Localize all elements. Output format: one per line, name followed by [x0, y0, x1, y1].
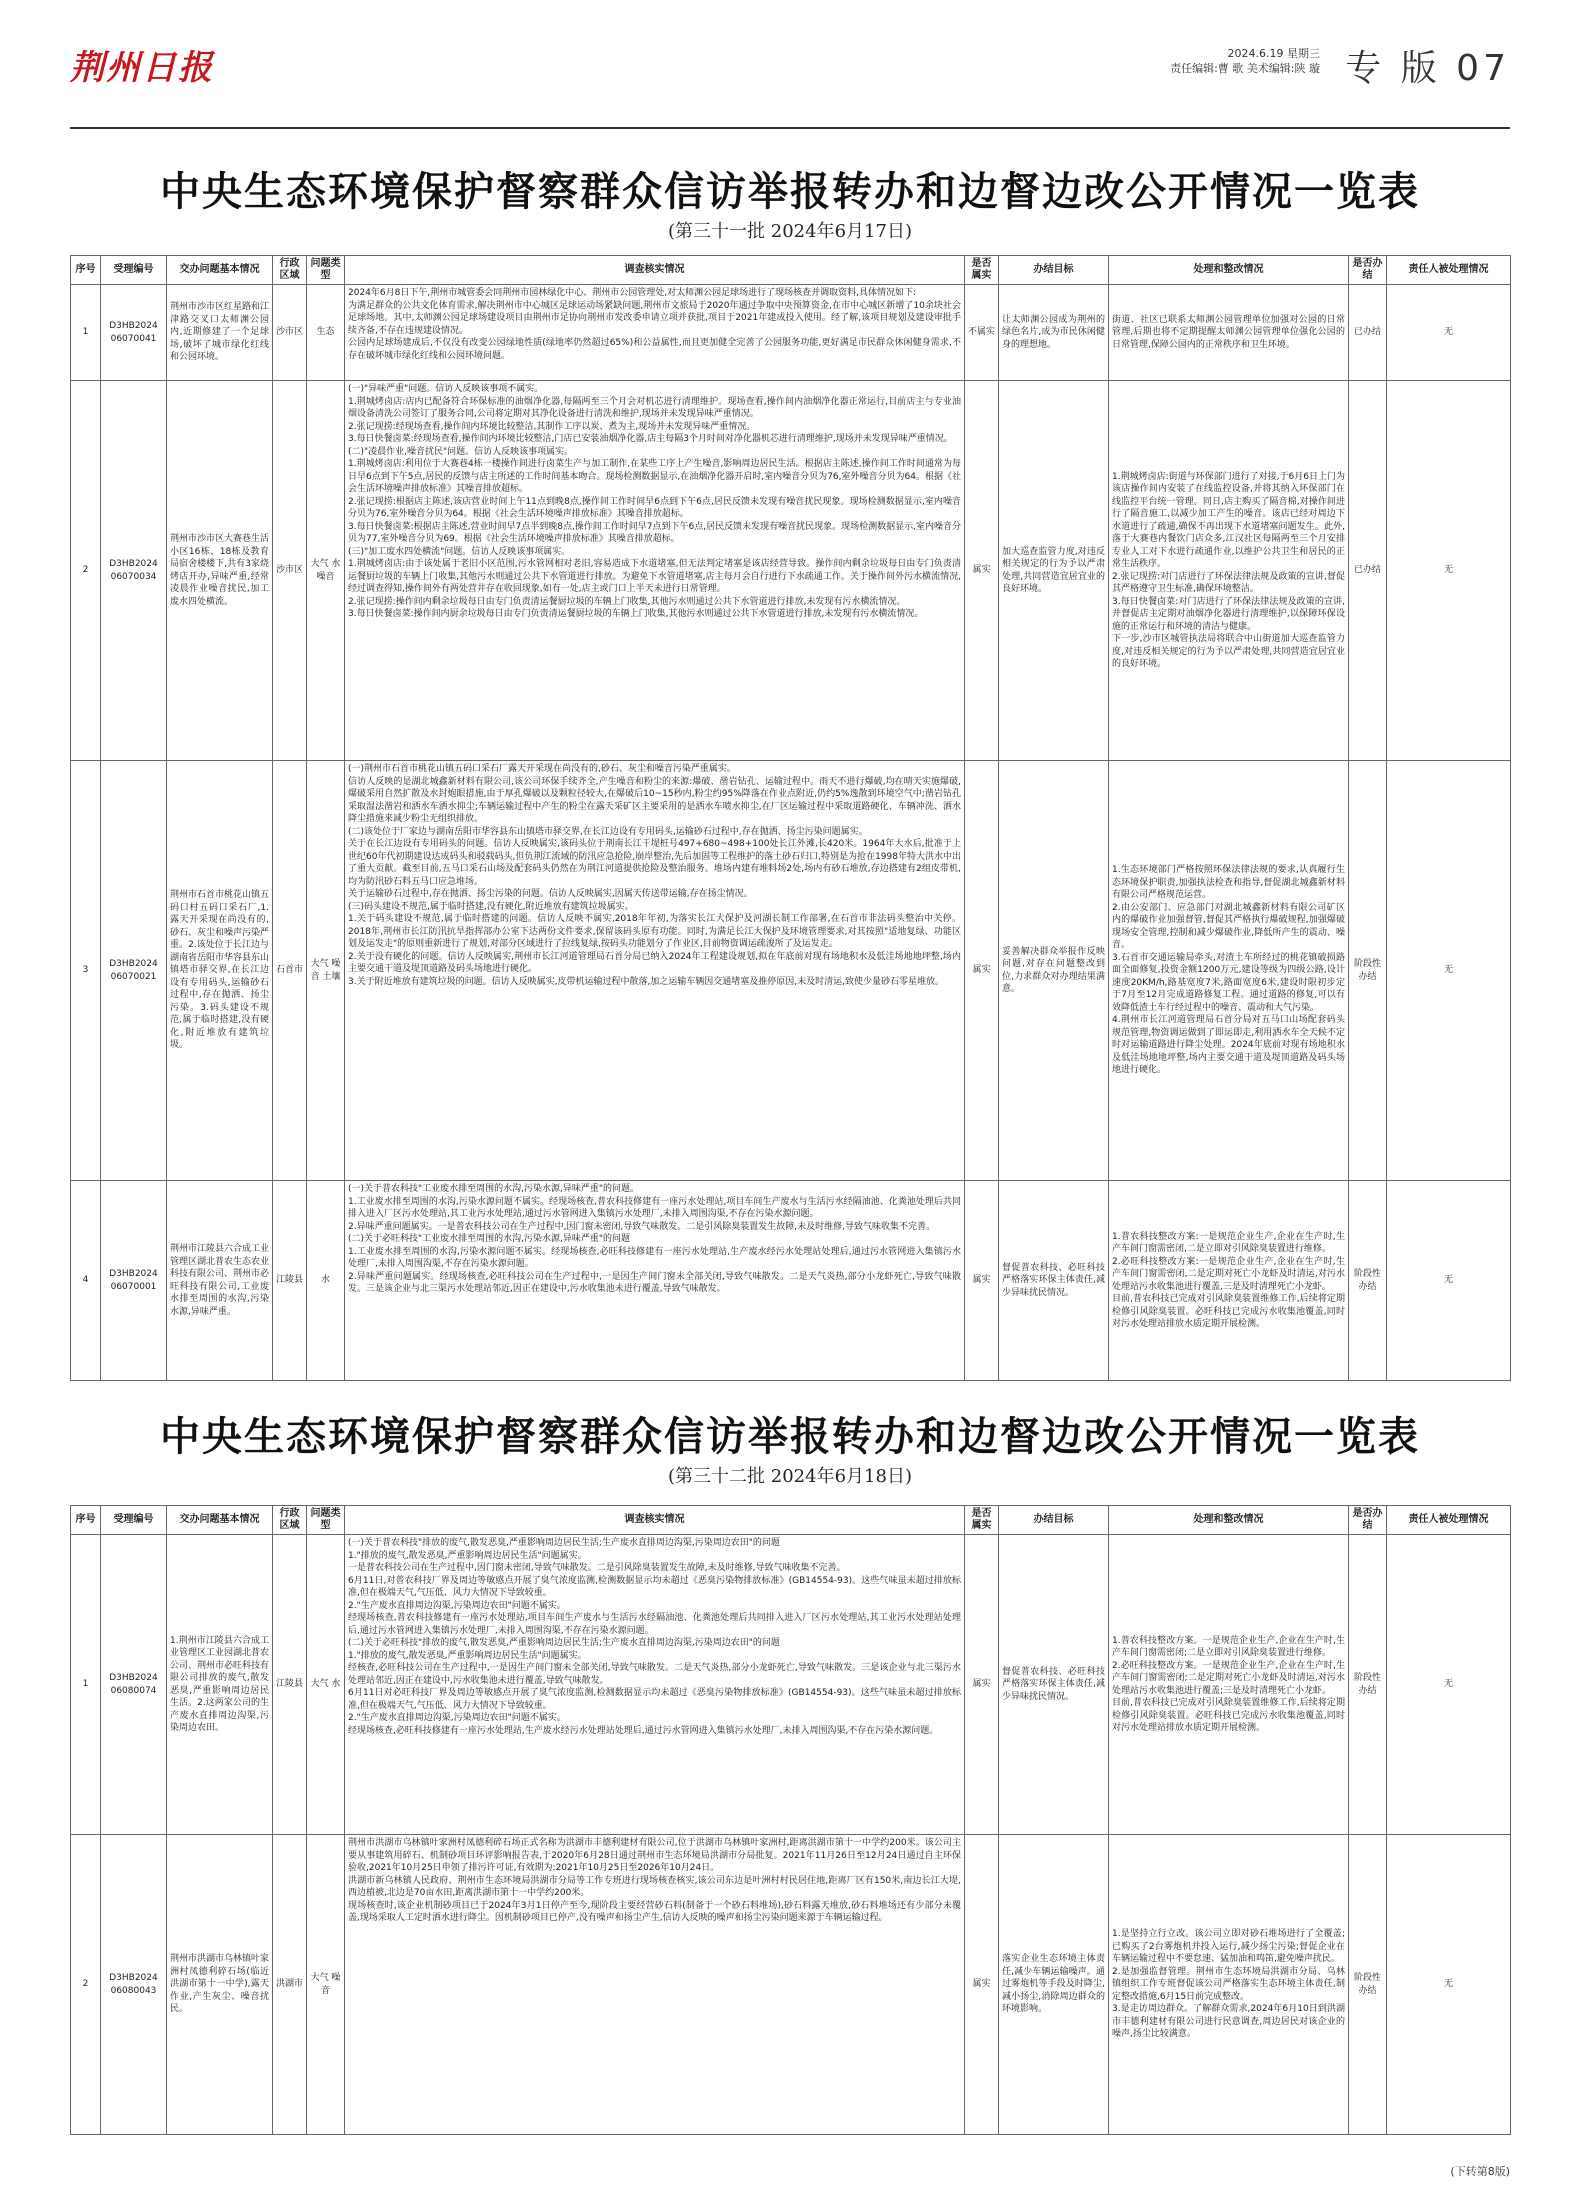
cell-true: 不属实: [965, 285, 999, 381]
column-header: 受理编号: [101, 1506, 167, 1535]
column-header: 序号: [71, 256, 101, 285]
column-header: 序号: [71, 1506, 101, 1535]
table-row: [71, 761, 1511, 1181]
section2-subtitle: (第三十二批 2024年6月18日): [668, 1466, 912, 1487]
cell-type: 生态: [307, 285, 345, 381]
table-row: [71, 1181, 1511, 1381]
cell-closed: 阶段性办结: [1349, 1835, 1387, 2135]
masthead: [70, 40, 1510, 125]
column-header: 行政区域: [273, 256, 307, 285]
cell-region: 石首市: [273, 761, 307, 1181]
cell-no: 2: [71, 1835, 101, 2135]
cell-no: 3: [71, 761, 101, 1181]
section1-subtitle: (第三十一批 2024年6月17日): [668, 221, 912, 242]
cell-closed: 阶段性办结: [1349, 1535, 1387, 1835]
column-header: 责任人被处理情况: [1387, 1506, 1511, 1535]
cell-person: 无: [1387, 1535, 1511, 1835]
column-header: 办结目标: [999, 1506, 1109, 1535]
cell-closed: 已办结: [1349, 285, 1387, 381]
column-header: 交办问题基本情况: [167, 256, 273, 285]
cell-true: 属实: [965, 1535, 999, 1835]
column-header: 是否属实: [965, 256, 999, 285]
section1-title: 中央生态环境保护督察群众信访举报转办和边督边改公开情况一览表: [160, 168, 1420, 215]
cell-investigation: 荆州市洪湖市乌林镇叶家洲村凤德利碎石场正式名称为洪湖市丰德利建材有限公司,位于洪湖市乌林镇叶家洲村,距离洪湖市第十一中学约200米。该公司主要从事建筑用碎石、机制砂项目环评影响报告表,于2020年6月28日通过荆州市生态环境局洪湖市分局批复。2021年11月26日至12月24日通过自主环保验收,2021年10月25日申领了排污许可证,有效期为:2021年10月25日至2026年10月24日。 洪湖市新乌林镇人民政府、荆州市生态环境局洪湖市分局等工作专班进行现场核查核实,该公司东边是叶洲村村民居住地,距离厂区有150米,南边长江大堤,西边植被,北边是70亩水田,距离洪湖市第十一中学约200米。 现场核查时,该企业机制砂项目已于2024年3月1日停产至今,现阶段主要经营砂石料(制备于一个砂石料堆场),砂石料露天堆放,砂石料堆场还有少部分未覆盖,现场采取人工定时洒水进行降尘。因机制砂项目已停产,没有噪声和扬尘产生,信访人反映的噪声和扬尘污染问题来源于车辆运输过程。: [345, 1835, 965, 2135]
column-header: 是否属实: [965, 1506, 999, 1535]
table-row: [71, 381, 1511, 761]
column-header: 受理编号: [101, 256, 167, 285]
section2-title: 中央生态环境保护督察群众信访举报转办和边督边改公开情况一览表: [160, 1413, 1420, 1460]
cell-issue: 荆州市沙市区红星路和江津路交叉口太师渊公园内,近期修建了一个足球场,破坏了城市绿化红线和公园环境。: [167, 285, 273, 381]
cell-code: D3HB2024 06070041: [101, 285, 167, 381]
cell-investigation: (一)荆州市石首市桃花山镇五码口采石厂露天开采现在尚没有的,砂石、灰尘和噪音污染严重属实。 信访人反映的是湖北城鑫新材料有限公司,该公司环保手续齐全,产生噪音和粉尘的来源:爆破、凿岩钻孔、运输过程中。雨天不进行爆破,均在晴天实施爆破,爆破采用自然扩散及水封炮眼措施,由于厚孔爆破以及颗粒径较大,在爆破后10~15秒内,粉尘约95%降落在作业点附近,仍约5%逸散到环境空气中;凿岩钻孔采取湿法凿岩和洒水车洒水抑尘;车辆运输过程中产生的粉尘在露天采矿区主要采用的是洒水车喷水抑尘,在厂区运输过程中采取道路硬化、车辆冲洗、洒水降尘措施来减少粉尘无组织排放。 (二)该处位于厂家边与湖南岳阳市华容县东山镇塔市驿交界,在长江边设有专用码头,运输砂石过程中,存在抛洒、扬尘污染问题属实。 关于在长江边设有专用码头的问题。信访人反映属实,该码头位于荆南长江干堤桩号497+680~498+100处长江外滩,长420米。1964年大水后,批准于上世纪60年代初期建设达成码头和驳载码头,但负荆江流域的防汛应急抢险,崩岸整治,先后加固等工程维护的落土砂石归口,特别是为抢在1998年特大洪水中出了重大贡献。截至目前,五马口采石山场及配套码头仍然在为荆江河道提供抢险及整治服务。堆场内建有堆料场2处,场内有砂石堆放,存边搭建有2组皮带机,均为防汛砂石料五马口应急堆场。 关于运输砂石过程中,存在抛洒、扬尘污染的问题。信访人反映属实,因属天传送带运输,存在扬尘情况。 (三)码头建设不规范,属于临时搭建,没有硬化,附近堆放有建筑垃圾属实。 1.关于码头建设不规范,属于临时搭建的问题。信访人反映不属实,2018年年初,为落实长江大保护及河湖长制工作部署,在石首市非法码头整治中关停。2018年,荆州市长江防汛抗旱指挥部办公室下达两份文件要求,保留该码头原有功能。同时,为满足长江大保护及环境管理要求,对其按照"适地复绿、功能区划及运发走"的原则重新进行了规划,对部分区域进行了拉线复绿,按码头功能划分了作业区,目前物资调运疏浚所了及运发走。 2.关于没有硬化的问题。信访人反映属实,荆州市长江河道管理局石首分局已纳入2024年工程建设规划,拟在年底前对现有场地积水及低洼场地地坪整,场内主要交通干道及堤顶道路及码头场地进行硬化。 3.关于附近堆放有建筑垃圾的问题。信访人反映属实,皮带机运输过程中散落,加之运输车辆因交通堵塞及推停原因,未及时清运,致使少量砂石零星堆放。: [345, 761, 965, 1181]
column-header: 问题类型: [307, 256, 345, 285]
cell-investigation: 2024年6月8日下午,荆州市城管委会同荆州市园林绿化中心、荆州市公园管理处,对太师渊公园足球场进行了现场核查并调取资料,具体情况如下: 为满足群众的公共文化体育需求,解决荆州市中心城区足球运动场紧缺问题,荆州市文旅局于2020年通过争取中央预算资金,在市中心城区新增了10余块社会足球场地。其中,太师渊公园足球场建设项目由荆州市足协向荆州市发改委申请立项并获批,项目于2021年建成投入使用。经了解,该项目规划及建设审批手续齐备,不存在违规建设情况。 公园内足球场建成后,不仅没有改变公园绿地性质(绿地率仍然超过65%)和公益属性,而且更加健全完善了公园服务功能,更好满足市民群众休闲健身需求,不存在破坏城市绿化红线和公园环境问题。: [345, 285, 965, 381]
cell-investigation: (一)关于普农科技"工业废水排至周围的水沟,污染水源,异味严重"的问题。 1.工业废水排至周围的水沟,污染水源问题不属实。经现场核查,普农科技修建有一座污水处理站,项目车间生产废水与生活污水经隔油池、化粪池处理后共同排入进入厂区污水处理站,其工业污水处理站,通过污水管网进入集镇污水处理厂,未排入周围沟渠,不存在污染水源问题。 2.异味严重问题属实。一是普农科技公司在生产过程中,因门窗未密闭,导致气味散发。二是引风除臭装置发生故障,未及时维修,导致气味收集不完善。 (二)关于必旺科技"工业废水排至周围的水沟,污染水源,异味严重"的问题 1.工业废水排至周围的水沟,污染水源问题不属实。经现场核查,必旺科技修建有一座污水处理站,生产废水经污水处理站处理后,通过污水管网进入集镇污水处理厂,未排入周围沟渠,不存在污染水源问题。 2.异味严重问题属实。经现场核查,必旺科技公司在生产过程中,一是因生产间门窗未全部关闭,导致气味散发。二是天气炎热,部分小龙虾死亡,导致气味散发。三是该企业与北三渠污水处理站邻近,因正在建设中,污水收集池未进行覆盖,导致气味散发。: [345, 1181, 965, 1381]
column-header: 处理和整改情况: [1109, 256, 1349, 285]
table-header: [71, 1506, 1511, 1535]
cell-true: 属实: [965, 381, 999, 761]
table-batch-31: [70, 255, 1511, 1381]
column-header: 交办问题基本情况: [167, 1506, 273, 1535]
table-row: [71, 1835, 1511, 2135]
cell-region: 沙市区: [273, 285, 307, 381]
column-header: 责任人被处理情况: [1387, 256, 1511, 285]
cell-handling: 1.生态环境部门严格按照环保法律法规的要求,认真履行生态环境保护职责,加强执法检查和指导,督促湖北城鑫新材料有限公司严格规范运营。 2.由公安部门、应急部门对湖北城鑫新材料有限公司矿区内的爆破作业加强督管,督促其严格执行爆破规程,加强爆破现场安全管理,控制和减少爆破作业,降低所产生的震动、噪音。 3.石首市交通运输局牵头,对渣土车所经过的桃花镇破损路面全面修复,投资金额1200万元,建设等级为四级公路,设计速度20KM/h,路基宽度7米,路面宽度6米,建设时限初步定于7月至12月完成道路修复工程。通过道路的修复,可以有效降低渣土车行经过程中的噪音、震动和大气污染。 4.荆州市长江河道管理局石首分局对五马口山场配套码头规范管理,物资调运做到了即运即走,利用洒水车全天候不定时对运输道路进行降尘处理。2024年底前对现有场地积水及低洼场地地坪整,场内主要交通干道及堤顶道路及码头场地进行硬化。: [1109, 761, 1349, 1181]
cell-investigation: (一)"异味严重"问题。信访人反映该事项不属实。 1.荆城烤卤店:店内已配备符合环保标准的油烟净化器,每隔两至三个月会对机芯进行清理维护。现场查看,操作间内油烟净化器正常运行,目前店主与专业油烟设备清洗公司签订了服务合同,公司将定期对其净化设备进行清洗和维护,现场并未发现异味严重情况。 2.张记现捞:经现场查看,操作间内环境比较整洁,其制作工序以炭、煮为主,现场并未发现异味严重情况。 3.每日快餐卤菜:经现场查看,操作间内环境比较整洁,门店已安装油烟净化器,店主每隔3个月时间对净化器机芯进行清理维护,现场并未发现异味严重情况。 (二)"凌晨作业,噪音扰民"问题。信访人反映该事项属实。 1.荆城烤卤店:利用位于大赛巷4栋一楼操作间进行卤菜生产与加工制作,在某些工序上产生噪音,影响周边居民生活。根据店主陈述,操作间工作时间通常为每日早6点到下午5点,居民的反馈与店主所述的工作时间基本吻合。现场检测数据显示,在油烟净化器开启时,室内噪音分贝为76,室外噪音分贝为64。根据《社会生活环境噪声排放标准》其噪音排放超标。 2.张记现捞:根据店主陈述,该店营业时间上午11点到晚8点,操作间工作时间早6点到下午6点,居民反馈未发现有噪音扰民现象。现场检测数据显示,室内噪音分贝为76,室外噪音分贝为64。根据《社会生活环境噪声排放标准》其噪音排放超标。 3.每日快餐卤菜:根据店主陈述,营业时间早7点半到晚8点,操作间工作时间早7点到下午6点,居民反馈未发现有噪音扰民现象。现场检测数据显示,室内噪音分贝为77,室外噪音分贝为69。根据《社会生活环境噪声排放标准》其噪音排放超标。 (三)"加工废水四处横流"问题。信访人反映该事项属实。 1.荆城烤卤店:由于该处属于老旧小区范围,污水管网相对老旧,容易造成下水道堵塞,但无法判定堵塞是该店经营导致。操作间内剩余垃圾每日由专门负责清运餐厨垃圾的车辆上门收集,其他污水则通过公共下水管道进行排放。为避免下水管道堵塞,店主每月会自行进行下水疏通工作。关于操作间外污水横流情况,经过调查得知,操作间外有两处营井存在收回现象,如有一处,店主或门口上半天未进行日常管理。 2.张记现捞:操作间内剩余垃圾每日由专门负责清运餐厨垃圾的车辆上门收集,其他污水则通过公共下水管道进行排放,未发现有污水横流情况。 3.每日快餐卤菜:操作间内厨余垃圾每日由专门负责清运餐厨垃圾的车辆上门收集,其他污水则通过公共下水管道进行排放,未发现有污水横流情况。: [345, 381, 965, 761]
cell-person: 无: [1387, 285, 1511, 381]
cell-closed: 阶段性办结: [1349, 761, 1387, 1181]
cell-region: 沙市区: [273, 381, 307, 761]
cell-handling: 1.普农科技整改方案:一是规范企业生产,企业在生产时,生产车间门窗需密闭,二是立即对引风除臭装置进行维修。 2.必旺科技整改方案:一是规范企业生产,企业在生产时,生产车间门窗需密闭,二是定期对死亡小龙虾及时清运,对污水处理站污水收集池进行覆盖,三是及时清理死亡小龙虾。 目前,普农科技已完成对引风除臭装置维修工作,后续将定期检修引风除臭装置。必旺科技已完成污水收集池覆盖,同时对污水处理站排放水质定期开展检测。: [1109, 1181, 1349, 1381]
cell-goal: 落实企业生态环境主体责任,减少车辆运输噪声。通过雾炮机等手段及时降尘,减小扬尘,消除周边群众的环境影响。: [999, 1835, 1109, 2135]
continued-note: (下转第8版): [1450, 2165, 1510, 2178]
table-header: [71, 256, 1511, 285]
cell-type: 大气 水 噪音: [307, 381, 345, 761]
header-rule: [70, 127, 1510, 129]
column-header: 调查核实情况: [345, 256, 965, 285]
cell-region: 江陵县: [273, 1535, 307, 1835]
cell-type: 大气 噪音 土壤: [307, 761, 345, 1181]
cell-goal: 加大巡查监管力度,对违反相关规定的行为予以严肃处理,共同营造宜居宜业的良好环境。: [999, 381, 1109, 761]
cell-no: 1: [71, 1535, 101, 1835]
cell-code: D3HB2024 06070021: [101, 761, 167, 1181]
cell-region: 江陵县: [273, 1181, 307, 1381]
cell-type: 水: [307, 1181, 345, 1381]
cell-region: 洪湖市: [273, 1835, 307, 2135]
table-row: [71, 1535, 1511, 1835]
table-batch-32: [70, 1505, 1511, 2135]
column-header: 是否办结: [1349, 256, 1387, 285]
cell-closed: 阶段性办结: [1349, 1181, 1387, 1381]
cell-handling: 1.普农科技整改方案。一是规范企业生产,企业在生产时,生产车间门窗需密闭;二是立即对引风除臭装置进行维修。 2.必旺科技整改方案。一是规范企业生产,企业在生产时,生产车间门窗需密闭;二是定期对死亡小龙虾及时清运,对污水处理站污水收集池进行覆盖;三是及时清理死亡小龙虾。 目前,普农科技已完成对引风除臭装置维修工作,后续将定期检修引风除臭装置。必旺科技已完成污水收集池覆盖,同时对污水处理站排放水质定期开展检测。: [1109, 1535, 1349, 1835]
cell-person: 无: [1387, 381, 1511, 761]
cell-goal: 妥善解决群众举报作反映问题,对存在问题整改到位,力求群众对办理结果满意。: [999, 761, 1109, 1181]
cell-goal: 督促普农科技、必旺科技严格落实环保主体责任,减少异味扰民情况。: [999, 1181, 1109, 1381]
cell-investigation: (一)关于普农科技"排放的废气,散发恶臭,严重影响周边居民生活;生产废水直排周边沟渠,污染周边农田"的问题 1."排放的废气,散发恶臭,严重影响周边居民生活"问题属实。 一是普农科技公司在生产过程中,因门窗未密闭,导致气味散发。二是引风除臭装置发生故障,未及时维修,导致气味收集不完善。 6月11日,对普农科技厂界及周边等敏感点开展了臭气浓度监测,检测数据显示均未超过《恶臭污染物排放标准》(GB14554-93)。这些气味虽未超过排放标准,但在极端天气,气压低、风力大情况下导致较重。 2."生产废水直排周边沟渠,污染周边农田"问题不属实。 经现场核查,普农科技修建有一座污水处理站,项目车间生产废水与生活污水经隔油池、化粪池处理后共同排入进入厂区污水处理站,其工业污水处理站处理后,通过污水管网进入集镇污水处理厂,未排入周围沟渠,不存在污染水源问题。 (二)关于必旺科技"排放的废气,散发恶臭,严重影响周边居民生活;生产废水直排周边沟渠,污染周边农田"的问题 1."排放的废气,散发恶臭,严重影响周边居民生活"问题属实。 经核查,必旺科技公司在生产过程中,一是因生产间门窗未全部关闭,导致气味散发。二是天气炎热,部分小龙虾死亡,导致气味散发。三是该企业与北三渠污水处理站邻近,因正在建设中,污水收集池未进行覆盖,导致气味散发。 6月11日对必旺科技厂界及周边等敏感点开展了臭气浓度监测,检测数据显示均未超过《恶臭污染物排放标准》(GB14554-93)。这些气味虽未超过排放标准,但在极端天气,气压低、风力大情况下导致较重。 2."生产废水直排周边沟渠,污染周边农田"问题不属实。 经现场核查,必旺科技修建有一座污水处理站,生产废水经污水处理站处理后,通过污水管网进入集镇污水处理厂,未排入周围沟渠,不存在污染水源问题。: [345, 1535, 965, 1835]
cell-true: 属实: [965, 1181, 999, 1381]
cell-type: 大气 水: [307, 1535, 345, 1835]
edition-label: 专 版 07: [1345, 48, 1510, 89]
table-row: [71, 285, 1511, 381]
cell-issue: 荆州市洪湖市乌林镇叶家洲村凤德利碎石场(临近洪湖市第十一中学),露天作业,产生灰尘、噪音扰民。: [167, 1835, 273, 2135]
newspaper-logo: 荆州日报: [70, 48, 214, 88]
cell-no: 4: [71, 1181, 101, 1381]
cell-true: 属实: [965, 761, 999, 1181]
cell-no: 2: [71, 381, 101, 761]
cell-issue: 1.荆州市江陵县六合成工业管理区工业园湖北普农公司、荆州市必旺科技有限公司排放的废气,散发恶臭,严重影响周边居民生活。2.这两家公司的生产废水直排周边沟渠,污染周边农田。: [167, 1535, 273, 1835]
cell-handling: 1.荆城烤卤店:街道与环保部门进行了对接,于6月6日上门为该店操作间内安装了在线监控设备,并将其纳入环保部门在线监控平台统一管理。同日,店主购买了隔音棉,对操作间进行了隔音施工,以减少加工产生的噪音。该店已经对周边下水道进行了疏通,确保不再出现下水道堵塞问题发生。此外,落于大赛巷内餐饮门店众多,江汉社区每隔两至三个月安排专业人工对下水进行疏通作业,以维护公共卫生和居民的正常生活秩序。 2.张记现捞:对门店进行了环保法律法规及政策的宣讲,督促其严格遵守卫生标准,确保环境整洁。 3.每日快餐卤菜:对门店进行了环保法律法规及政策的宣讲,并督促店主定期对油烟净化器进行清理维护,以保障环保设施的正常运行和环境的清洁与健康。 下一步,沙市区城管执法局将联合中山街道加大巡查监管力度,对违反相关规定的行为予以严肃处理,共同营造宜居宜业的良好环境。: [1109, 381, 1349, 761]
column-header: 行政区域: [273, 1506, 307, 1535]
cell-code: D3HB2024 06080043: [101, 1835, 167, 2135]
cell-code: D3HB2024 06070001: [101, 1181, 167, 1381]
cell-closed: 已办结: [1349, 381, 1387, 761]
cell-goal: 督促普农科技、必旺科技严格落实环保主体责任,减少异味扰民情况。: [999, 1535, 1109, 1835]
cell-code: D3HB2024 06070034: [101, 381, 167, 761]
cell-handling: 街道、社区已联系太师渊公园管理单位加强对公园的日常管理,后期也将不定期提醒太师渊公园管理单位强化公园的日常管理,保障公园内的正常秩序和卫生环境。: [1109, 285, 1349, 381]
cell-issue: 荆州市沙市区大赛巷生活小区16栋、18栋及教育局宿舍楼楼下,共有3家烧烤店开办,异味严重,经常凌晨作业噪音扰民,加工废水四处横流。: [167, 381, 273, 761]
cell-person: 无: [1387, 1181, 1511, 1381]
cell-true: 属实: [965, 1835, 999, 2135]
cell-person: 无: [1387, 1835, 1511, 2135]
column-header: 办结目标: [999, 256, 1109, 285]
cell-code: D3HB2024 06080074: [101, 1535, 167, 1835]
editors: 责任编辑:曹 歌 美术编辑:陕 璇: [1170, 62, 1320, 75]
column-header: 问题类型: [307, 1506, 345, 1535]
cell-no: 1: [71, 285, 101, 381]
cell-issue: 荆州市石首市桃花山镇五码口村五码口采石厂,1.露天开采现在尚没有的,砂石、灰尘和噪声污染严重。2.该处位于长江边与湖南省岳阳市华容县东山镇塔市驿交界,在长江边设有专用码头,运输砂石过程中,存在抛洒、扬尘污染。3.码头建设不规范,属于临时搭建,没有硬化,附近堆放有建筑垃圾。: [167, 761, 273, 1181]
cell-issue: 荆州市江陵县六合成工业管理区湖北普农生态农业科技有限公司、荆州市必旺科技有限公司,工业废水排至周围的水沟,污染水源,异味严重。: [167, 1181, 273, 1381]
column-header: 调查核实情况: [345, 1506, 965, 1535]
cell-handling: 1.是坚持立行立改。该公司立即对砂石堆场进行了全覆盖;已购买了2台雾炮机并投入运行,减少扬尘污染;督促企业在车辆运输过程中不要怠速、猛加油和鸣笛,避免噪声扰民。 2.是加强监督管理。荆州市生态环境局洪湖市分局、乌林镇组织工作专班督促该公司严格落实生态环境主体责任,制定整改措施,6月15日前完成整改。 3.是走访周边群众。了解群众需求,2024年6月10日到洪湖市丰德利建材有限公司进行民意调查,周边居民对该企业的噪声,扬尘比较满意。: [1109, 1835, 1349, 2135]
column-header: 处理和整改情况: [1109, 1506, 1349, 1535]
cell-person: 无: [1387, 761, 1511, 1181]
cell-type: 大气 噪音: [307, 1835, 345, 2135]
cell-goal: 让太师渊公园成为荆州的绿色名片,成为市民休闲健身的理想地。: [999, 285, 1109, 381]
issue-meta: [1170, 46, 1320, 76]
issue-date: 2024.6.19 星期三: [1227, 47, 1320, 60]
column-header: 是否办结: [1349, 1506, 1387, 1535]
